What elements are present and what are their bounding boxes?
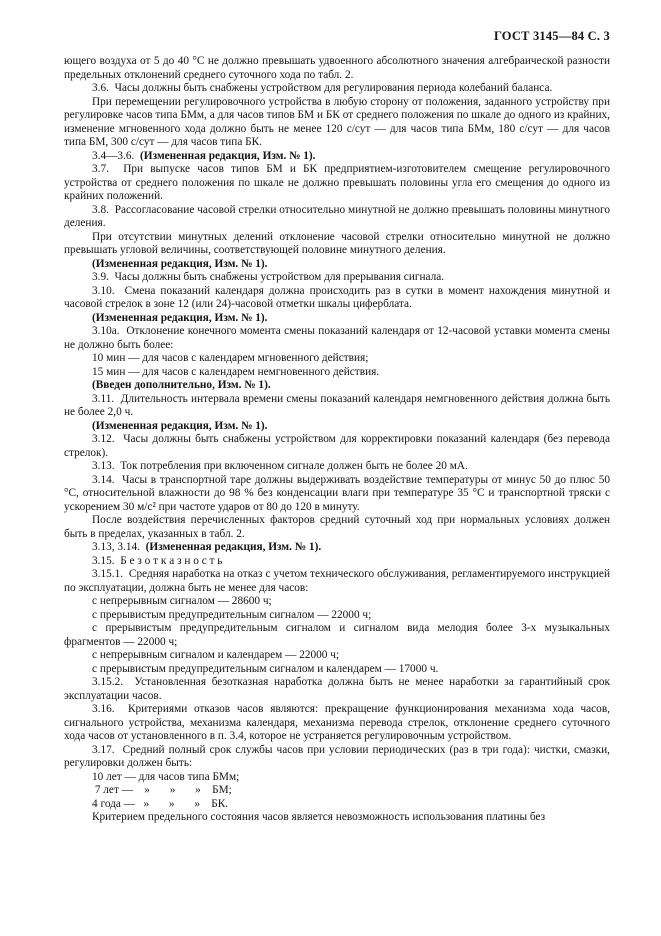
page-header: ГОСТ 3145—84 С. 3 <box>493 29 610 43</box>
text-segment: ющего воздуха от 5 до 40 °С не должно превышать удвоенного абсолютного значения алгебраической разности предельных отклонений среднего суточного хода по табл. 2. <box>64 55 610 81</box>
paragraph <box>64 379 610 393</box>
paragraph <box>64 811 610 825</box>
paragraph <box>64 460 610 474</box>
amendment-note: (Измененная редакция, Изм. № 1). <box>92 257 268 270</box>
text-segment: После воздействия перечисленных факторов средний суточный ход при нормальных условиях должен быть в пределах, указанных в табл. 2. <box>64 514 610 540</box>
paragraph <box>64 649 610 663</box>
paragraph <box>64 258 610 272</box>
text-segment: 3.15.1. Средняя наработка на отказ с учетом технического обслуживания, регламентируемого инструкцией по эксплуатации, должна быть не менее для часов: <box>64 568 610 594</box>
paragraph <box>64 204 610 231</box>
text-segment: 3.10. Смена показаний календаря должна происходить раз в сутки в момент нахождения минутной и часовой стрелок в зоне 12 (или 24)-часовой отметки шкалы циферблата. <box>64 284 610 310</box>
text-segment: с прерывистым предупредительным сигналом — 22000 ч; <box>92 608 372 621</box>
paragraph <box>64 609 610 623</box>
text-segment: 3.9. Часы должны быть снабжены устройством для прерывания сигнала. <box>92 271 445 283</box>
paragraph <box>64 96 610 150</box>
paragraph <box>64 231 610 258</box>
paragraph <box>64 433 610 460</box>
paragraph <box>64 798 610 812</box>
paragraph <box>64 703 610 744</box>
paragraph <box>64 352 610 366</box>
paragraph <box>64 163 610 204</box>
text-segment: 3.13. Ток потребления при включенном сигнале должен быть не более 20 мА. <box>92 460 468 472</box>
text-segment: 10 лет — для часов типа БМм; <box>92 770 240 783</box>
paragraph <box>64 771 610 785</box>
text-segment: 10 мин — для часов с календарем мгновенного действия; <box>92 352 369 364</box>
text-segment: 7 лет — » » » БМ; <box>92 784 232 796</box>
paragraph <box>64 366 610 380</box>
paragraph <box>64 312 610 326</box>
amendment-note: (Измененная редакция, Изм. № 1). <box>145 541 322 553</box>
paragraph <box>64 285 610 312</box>
text-segment: 3.17. Средний полный срок службы часов при условии периодических (раз в три года): чистки, смазки, регулировки должен быть: <box>64 743 610 769</box>
text-segment: 3.13, 3.14. <box>92 541 146 553</box>
amendment-note: (Измененная редакция, Изм. № 1). <box>92 419 268 432</box>
text-segment: Критерием предельного состояния часов является невозможность использования платины без <box>92 811 546 823</box>
text-segment: При отсутствии минутных делений отклонение часовой стрелки относительно минутной не должно превышать угловой величины, соответствующей половине минутного деления. <box>64 230 610 256</box>
text-segment: 3.10а. Отклонение конечного момента смены показаний календаря от 12-часовой уставки момента смены не должно быть более: <box>64 325 610 351</box>
paragraph <box>64 622 610 649</box>
text-segment: При перемещении регулировочного устройства в любую сторону от положения, заданного устройству при регулировке часов типа БМм, а для часов типов БМ и БК от среднего положения по шкале до одного из крайних, изменение мгновенного хода должно быть не менее 120 с/сут — для часов типа БМм, 180 с/сут — для часов типа БМ, 300 с/сут — для часов типа БК. <box>64 95 610 148</box>
amendment-note: (Измененная редакция, Изм. № 1). <box>92 311 268 324</box>
paragraph <box>64 55 610 82</box>
text-segment: с прерывистым предупредительным сигналом и сигналом вида мелодия более 3-х музыкальных фрагментов — 22000 ч; <box>64 622 610 648</box>
paragraph <box>64 420 610 434</box>
paragraph <box>64 150 610 164</box>
text-segment: с прерывистым предупредительным сигналом и календарем — 17000 ч. <box>92 662 439 675</box>
text-segment: 3.15.2. Установленная безотказная наработка должна быть не менее наработки за гарантийный срок эксплуатации часов. <box>64 676 610 702</box>
amendment-note: (Измененная редакция, Изм. № 1). <box>140 149 316 162</box>
text-segment: 3.6. Часы должны быть снабжены устройством для регулирования периода колебаний баланса. <box>92 82 553 94</box>
paragraph <box>64 325 610 352</box>
text-segment: 3.11. Длительность интервала времени смены показаний календаря немгновенного действия должна быть не более 2,0 ч. <box>64 392 610 418</box>
paragraph <box>64 676 610 703</box>
amendment-note: (Введен дополнительно, Изм. № 1). <box>92 379 271 391</box>
paragraph <box>64 744 610 771</box>
paragraph <box>64 393 610 420</box>
paragraph <box>64 568 610 595</box>
paragraph <box>64 474 610 515</box>
text-segment: 3.16. Критериями отказов часов являются: прекращение функционирования механизма хода часов, сигнального устройства, механизма календаря, механизма перевода стрелок, отклонение среднего суточного хода часов от установленного в п. 3.4, которое не устраняется регулировочным устройством. <box>64 703 610 742</box>
paragraph <box>64 541 610 555</box>
paragraph <box>64 514 610 541</box>
paragraph <box>64 82 610 96</box>
text-segment: с непрерывным сигналом — 28600 ч; <box>92 595 272 607</box>
text-segment: 3.7. При выпуске часов типов БМ и БК предприятием-изготовителем смещение регулировочного устройства от среднего положения по шкале не должно превышать половины угла его смещения до одного из крайних положений. <box>64 163 610 202</box>
text-segment: 3.4—3.6. <box>92 149 141 162</box>
text-segment: 4 года — » » » БК. <box>92 797 229 810</box>
text-segment: 15 мин — для часов с календарем немгновенного действия. <box>92 365 380 378</box>
paragraph <box>64 271 610 285</box>
text-segment: 3.12. Часы должны быть снабжены устройством для корректировки показаний календаря (без перевода стрелок). <box>64 433 610 459</box>
paragraph <box>64 663 610 677</box>
text-segment: 3.15. Б е з о т к а з н о с т ь <box>92 554 223 567</box>
paragraph <box>64 555 610 569</box>
text-segment: 3.8. Рассогласование часовой стрелки относительно минутной не должно превышать половины минутного деления. <box>64 203 610 229</box>
text-segment: 3.14. Часы в транспортной таре должны выдерживать воздействие температуры от минус 50 до плюс 50 °С, относительной влажности до 98 % без конденсации влаги при температуре 35 °С и транспортной тряски с ускорением 30 м/с² при частоте ударов от 80 до 120 в минуту. <box>64 473 610 513</box>
paragraph <box>64 784 610 798</box>
document-body <box>64 55 610 825</box>
text-segment: с непрерывным сигналом и календарем — 22000 ч; <box>92 649 340 661</box>
paragraph <box>64 595 610 609</box>
